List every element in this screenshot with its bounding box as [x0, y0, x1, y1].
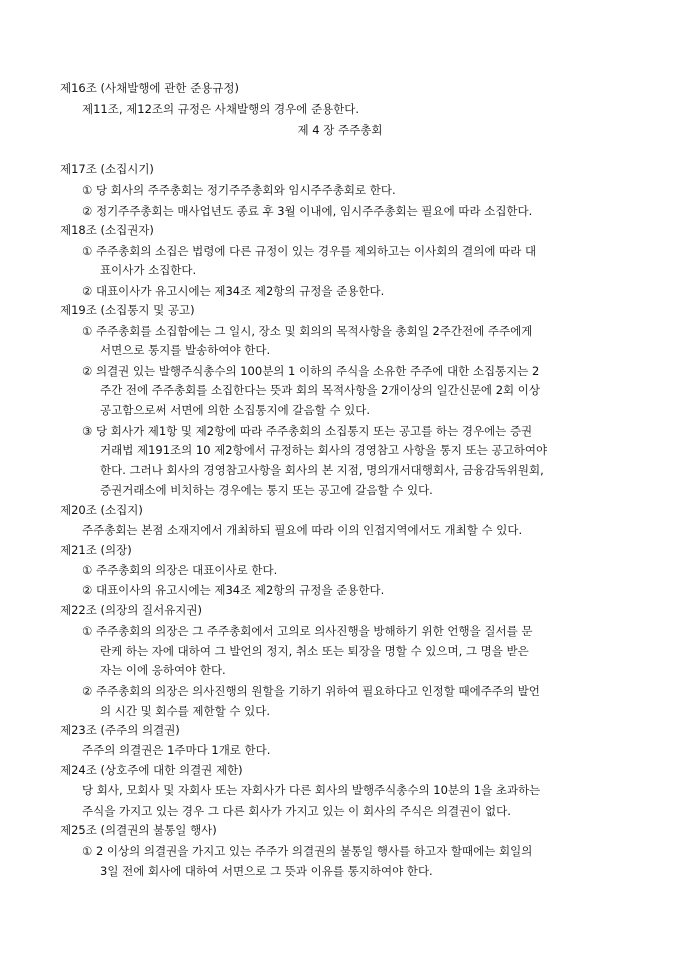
article-19-clause-2-cont-1: 주간 전에 주주총회를 소집한다는 뜻과 회의 목적사항을 2개이상의 일간신문에 2회 이상: [100, 383, 540, 397]
article-24-body-cont: 주식을 가지고 있는 경우 그 다른 회사가 가지고 있는 이 회사의 주식은 의결권이 없다.: [82, 804, 511, 818]
article-17-clause-1: ① 당 회사의 주주총회는 정기주주총회와 임시주주총회로 한다.: [82, 183, 396, 197]
article-19-clause-2-cont-2: 공고함으로써 서면에 의한 소집통지에 갈음할 수 있다.: [100, 403, 370, 417]
article-22-clause-1: ① 주주총회의 의장은 그 주주총회에서 고의로 의사진행을 방해하기 위한 언행을 질서를 문: [82, 624, 533, 638]
article-19-clause-3-cont-1: 거래법 제191조의 10 제2항에서 규정하는 회사의 경영참고 사항을 통지 또는 공고하여야: [100, 443, 548, 457]
article-21-clause-1: ① 주주총회의 의장은 대표이사로 한다.: [82, 563, 278, 577]
article-19-clause-1-cont: 서면으로 통지를 발송하여야 한다.: [100, 343, 271, 357]
article-20-heading: 제20조 (소집지): [60, 503, 143, 517]
article-18-heading: 제18조 (소집권자): [60, 223, 154, 237]
article-24-body: 당 회사, 모회사 및 자회사 또는 자회사가 다른 회사의 발행주식총수의 10분의 1을 초과하는: [82, 783, 541, 797]
article-22-clause-1-cont-1: 란케 하는 자에 대하여 그 발언의 정지, 취소 또는 퇴장을 명할 수 있으며, 그 명을 받은: [100, 644, 529, 658]
article-22-clause-2: ② 주주총회의 의장은 의사진행의 원할을 기하기 위하여 필요하다고 인정할 때에주주의 발언: [82, 684, 540, 698]
article-19-heading: 제19조 (소집통지 및 공고): [60, 303, 195, 317]
article-18-clause-1-cont: 표이사가 소집한다.: [100, 263, 197, 277]
article-22-clause-2-cont: 의 시간 및 회수를 제한할 수 있다.: [100, 704, 271, 718]
article-23-body: 주주의 의결권은 1주마다 1개로 한다.: [82, 743, 271, 757]
article-21-clause-2: ② 대표이사의 유고시에는 제34조 제2항의 규정을 준용한다.: [82, 583, 385, 597]
article-17-heading: 제17조 (소집시기): [60, 162, 154, 176]
article-20-body: 주주총회는 본점 소재지에서 개최하되 필요에 따라 이의 인접지역에서도 개최할 수 있다.: [82, 523, 523, 537]
article-19-clause-1: ① 주주총회를 소집함에는 그 일시, 장소 및 회의의 목적사항을 총회일 2주간전에 주주에게: [82, 324, 533, 338]
chapter-4-title: 제 4 장 주주총회: [297, 123, 383, 137]
article-18-clause-2: ② 대표이사가 유고시에는 제34조 제2항의 규정을 준용한다.: [82, 284, 385, 298]
article-25-heading: 제25조 (의결권의 불통일 행사): [60, 823, 217, 837]
article-23-heading: 제23조 (주주의 의결권): [60, 723, 180, 737]
article-25-clause-1-cont: 3일 전에 회사에 대하여 서면으로 그 뜻과 이유를 통지하여야 한다.: [100, 864, 433, 878]
article-16-body: 제11조, 제12조의 규정은 사채발행의 경우에 준용한다.: [82, 102, 360, 116]
article-24-heading: 제24조 (상호주에 대한 의결권 제한): [60, 763, 243, 777]
article-17-clause-2: ② 정기주주총회는 매사업년도 종료 후 3월 이내에, 임시주주총회는 필요에 따라 소집한다.: [82, 204, 533, 218]
article-19-clause-2: ② 의결권 있는 발행주식총수의 100분의 1 이하의 주식을 소유한 주주에 대한 소집통지는 2: [82, 364, 540, 378]
article-19-clause-3: ③ 당 회사가 제1항 및 제2항에 따라 주주총회의 소집통지 또는 공고를 하는 경우에는 증권: [82, 424, 533, 438]
article-18-clause-1: ① 주주총회의 소집은 법령에 다른 규정이 있는 경우를 제외하고는 이사회의 결의에 따라 대: [82, 244, 537, 258]
article-22-clause-1-cont-2: 자는 이에 응하여야 한다.: [100, 663, 226, 677]
article-25-clause-1: ① 2 이상의 의결권을 가지고 있는 주주가 의결권의 불통일 행사를 하고자 할때에는 회일의: [82, 844, 533, 858]
article-19-clause-3-cont-3: 증권거래소에 비치하는 경우에는 통지 또는 공고에 갈음할 수 있다.: [100, 483, 433, 497]
article-22-heading: 제22조 (의장의 질서유지권): [60, 603, 203, 617]
article-21-heading: 제21조 (의장): [60, 543, 132, 557]
article-16-heading: 제16조 (사채발행에 관한 준용규정): [60, 81, 239, 95]
article-19-clause-3-cont-2: 한다. 그러나 회사의 경영참고사항을 회사의 본 지점, 명의개서대행회사, 금융감독위원회,: [100, 463, 544, 477]
